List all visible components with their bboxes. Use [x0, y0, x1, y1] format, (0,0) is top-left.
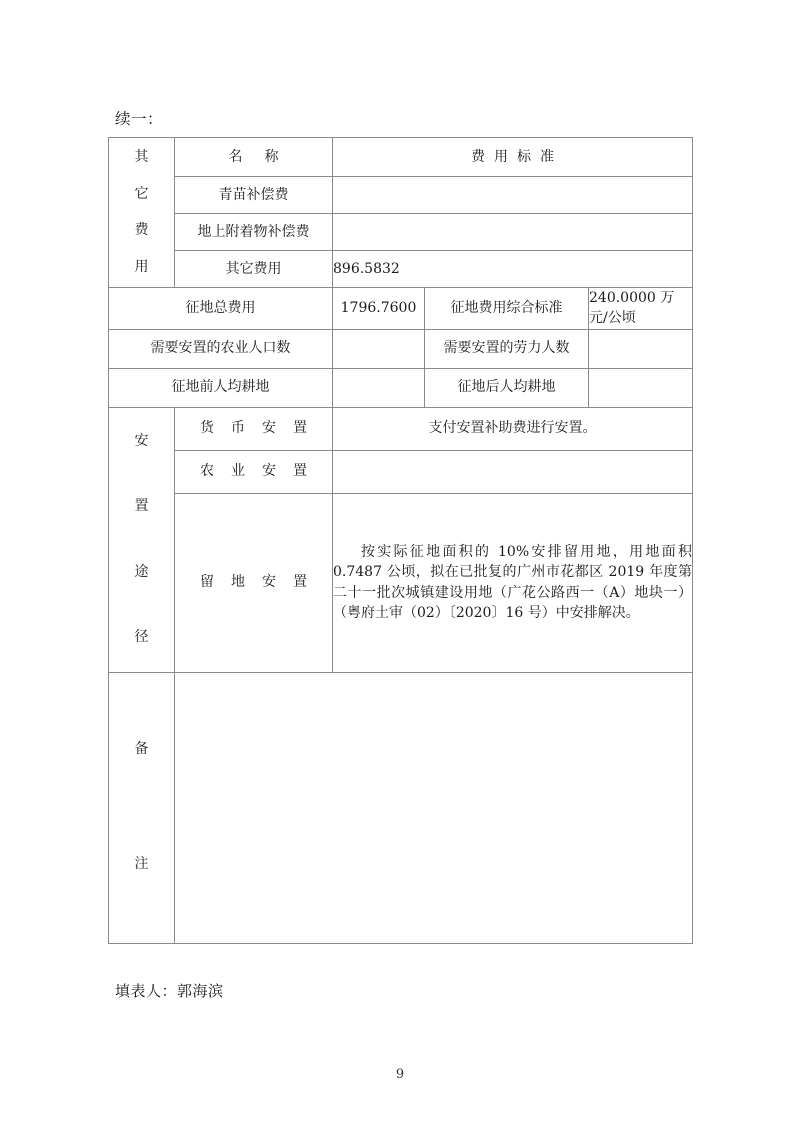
comprehensive-standard-value[interactable]: 240.0000 万元/公顷	[589, 288, 693, 330]
total-cost-label: 征地总费用	[109, 288, 333, 330]
fee-item-name-label: 其它费用	[225, 260, 282, 277]
fee-item-value[interactable]	[333, 177, 693, 214]
table-row	[109, 177, 693, 214]
monetary-placement-label-text: 货币安置	[200, 420, 324, 437]
table-row	[109, 329, 693, 368]
table-row	[109, 214, 693, 251]
remarks-row-label	[109, 672, 175, 943]
fee-item-name	[175, 214, 333, 251]
labor-count-value[interactable]	[589, 329, 693, 368]
farmland-before-value[interactable]	[333, 368, 425, 407]
other-fees-char-2: 它	[134, 185, 149, 202]
labor-count-label: 需要安置的劳力人数	[425, 329, 589, 368]
other-fees-char-3: 费	[134, 222, 149, 239]
table-row	[109, 493, 693, 672]
farmland-before-label: 征地前人均耕地	[109, 368, 333, 407]
land-acquisition-form-table	[108, 137, 693, 944]
col-header-name-label: 名称	[228, 148, 301, 165]
fee-item-name	[175, 251, 333, 288]
comprehensive-standard-label: 征地费用综合标准	[425, 288, 589, 330]
placement-row-label	[109, 407, 175, 672]
col-header-standard	[333, 138, 693, 177]
placement-char-2: 置	[134, 498, 149, 515]
total-cost-value[interactable]: 1796.7600	[333, 288, 425, 330]
table-row	[109, 672, 693, 943]
col-header-standard-label: 费用标准	[471, 148, 563, 165]
other-fees-vertical-label	[109, 140, 174, 286]
table-row	[109, 450, 693, 493]
land-reserve-placement-value[interactable]: 按实际征地面积的 10%安排留用地，用地面积 0.7487 公顷，拟在已批复的广州市花都区 2019 年度第二十一批次城镇建设用地（广花公路西一（A）地块一）（粤府土审（02）〔2020〕16 号）中安排解决。	[333, 493, 693, 672]
fee-item-name-label: 地上附着物补偿费	[197, 223, 310, 240]
other-fees-char-4: 用	[134, 258, 149, 275]
agricultural-population-label: 需要安置的农业人口数	[109, 329, 333, 368]
placement-char-1: 安	[134, 432, 149, 449]
monetary-placement-label	[175, 407, 333, 450]
table-row	[109, 288, 693, 330]
remarks-char-1: 备	[134, 741, 149, 758]
table-row	[109, 407, 693, 450]
farmland-after-value[interactable]	[589, 368, 693, 407]
land-reserve-placement-label	[175, 493, 333, 672]
remarks-content[interactable]	[175, 672, 693, 943]
farmland-after-label: 征地后人均耕地	[425, 368, 589, 407]
fee-item-value[interactable]: 896.5832	[333, 251, 693, 288]
agricultural-placement-label	[175, 450, 333, 493]
continuation-header: 续一：	[115, 110, 164, 128]
agricultural-population-value[interactable]	[333, 329, 425, 368]
other-fees-row-label	[109, 138, 175, 288]
land-reserve-placement-label-text: 留地安置	[200, 574, 324, 591]
remarks-char-2: 注	[134, 856, 149, 873]
placement-vertical-label	[109, 409, 174, 671]
placement-char-3: 途	[134, 563, 149, 580]
remarks-vertical-label	[109, 693, 174, 923]
other-fees-char-1: 其	[134, 149, 149, 166]
fee-item-name	[175, 177, 333, 214]
agricultural-placement-value[interactable]	[333, 450, 693, 493]
agricultural-placement-label-text: 农业安置	[200, 463, 324, 480]
form-filler-label: 填表人：郭海滨	[115, 982, 224, 1000]
table-row	[109, 251, 693, 288]
table-row	[109, 368, 693, 407]
page-number: 9	[395, 1067, 405, 1082]
col-header-name	[175, 138, 333, 177]
placement-char-4: 径	[134, 629, 149, 646]
fee-item-name-label: 青苗补偿费	[218, 186, 289, 203]
fee-item-value[interactable]	[333, 214, 693, 251]
table-row	[109, 138, 693, 177]
monetary-placement-value[interactable]: 支付安置补助费进行安置。	[333, 407, 693, 450]
